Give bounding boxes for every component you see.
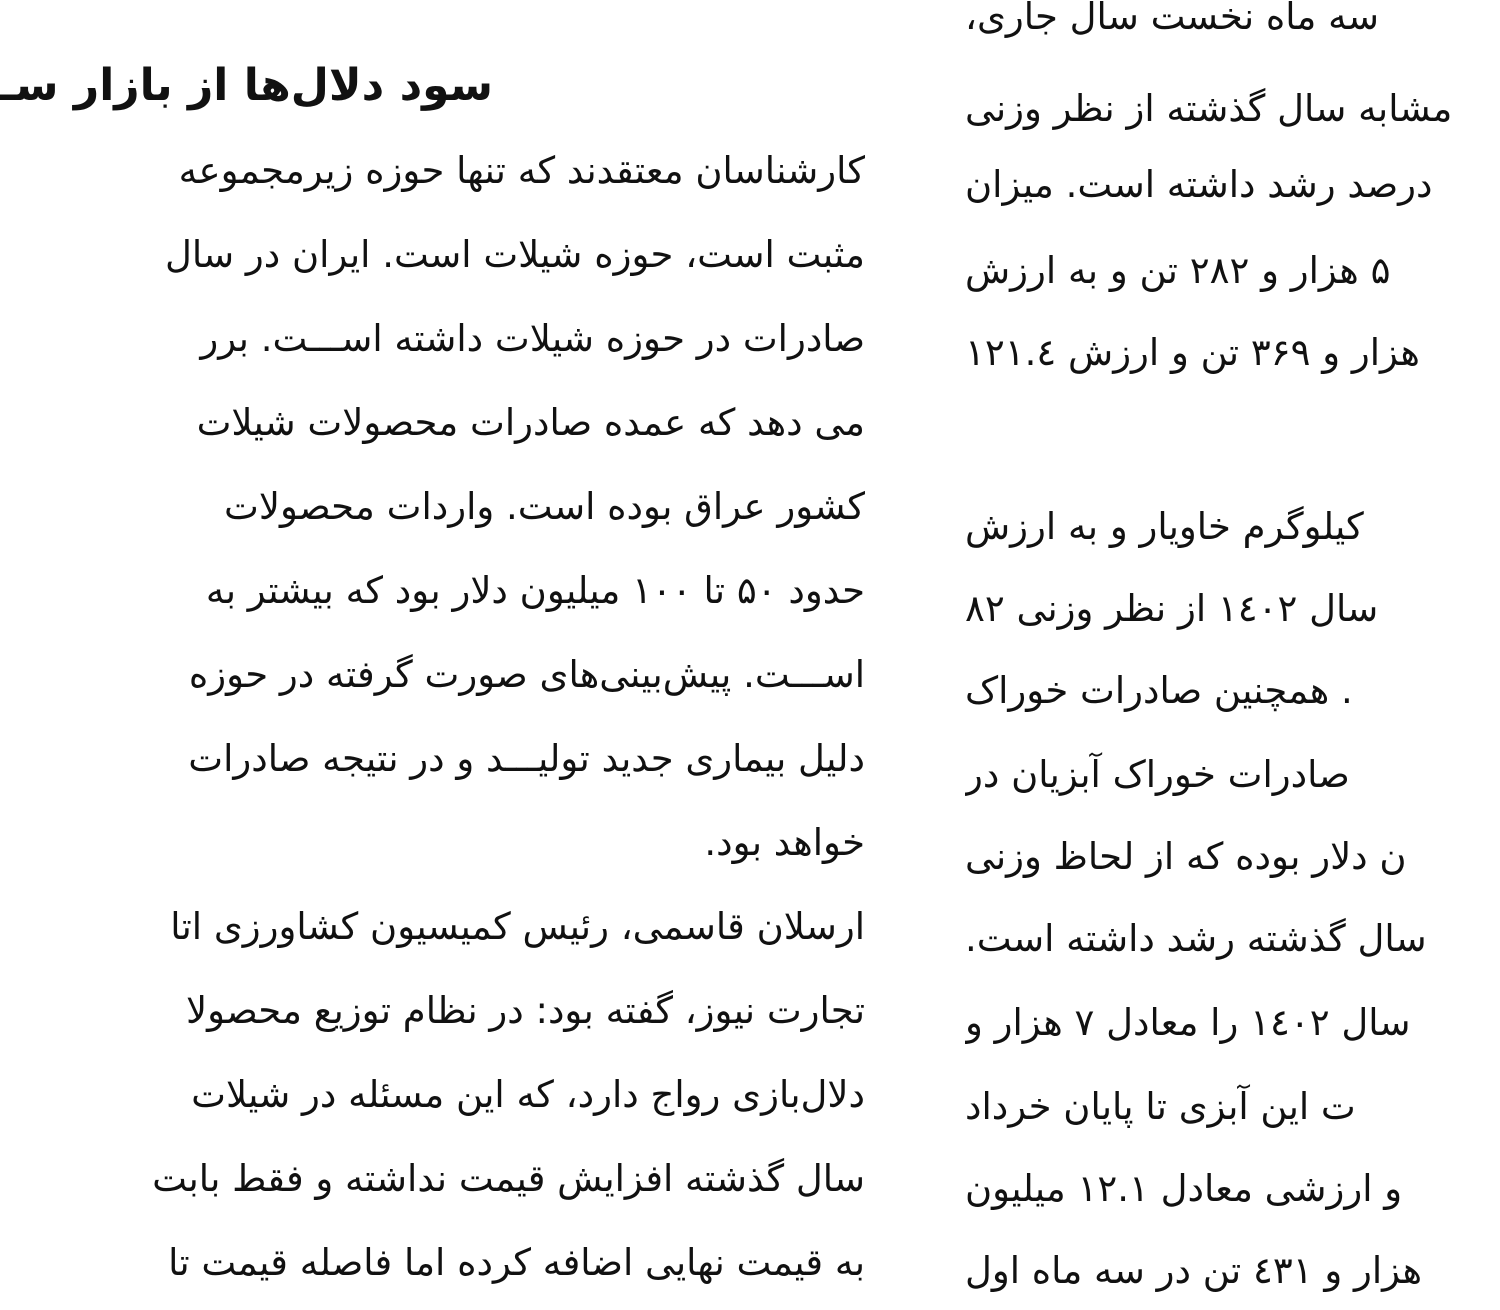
right-line: کیلوگرم خاویار و به ارزش	[965, 505, 1364, 548]
right-line: . همچنین صادرات خوراک	[965, 669, 1353, 712]
right-line: ن دلار بوده که از لحاظ وزنی	[965, 835, 1407, 878]
right-line: سه ماه نخست سال جاری،	[965, 0, 1379, 38]
right-line: مشابه سال گذشته از نظر وزنی	[965, 87, 1453, 130]
left-line: سال گذشته افزایش قیمت نداشته و فقط بابت	[152, 1157, 865, 1200]
right-line	[965, 412, 1500, 458]
left-line: دلال‌بازی رواج دارد، که این مسئله در شیلات	[191, 1073, 865, 1116]
left-line: اســـت. پیش‌بینی‌های صورت گرفته در حوزه	[188, 653, 865, 696]
right-line: صادرات خوراک آبزیان در	[965, 753, 1350, 796]
right-line: ۵ هزار و ۲۸۲ تن و به ارزش	[965, 249, 1391, 292]
right-line: سال ۱٤۰۲ از نظر وزنی ۸۲	[965, 587, 1379, 630]
right-line: سال ۱٤۰۲ را معادل ۷ هزار و	[965, 1001, 1411, 1044]
left-line: مثبت است، حوزه شیلات است. ایران در سال	[164, 233, 865, 276]
left-line: ارسلان قاسمی، رئیس کمیسیون کشاورزی اتا	[170, 905, 865, 948]
article-headline: سود دلال‌ها از بازار سـ	[0, 60, 493, 111]
right-line: هزار و ٤۳۱ تن در سه ماه اول	[965, 1249, 1423, 1292]
left-line: تجارت نیوز، گفته بود: در نظام توزیع محصولا	[185, 989, 865, 1032]
right-line: درصد رشد داشته است. میزان	[965, 163, 1433, 206]
right-line: ت این آبزی تا پایان خرداد	[965, 1085, 1356, 1128]
right-line: سال گذشته رشد داشته است.	[965, 917, 1427, 960]
left-line: خواهد بود.	[704, 821, 865, 864]
right-text-column	[965, 0, 1500, 1310]
left-line: حدود ۵۰ تا ۱۰۰ میلیون دلار بود که بیشتر به	[205, 569, 865, 612]
right-line: هزار و ۳۶۹ تن و ارزش ۱۲۱.٤	[965, 331, 1420, 374]
left-line: به قیمت نهایی اضافه کرده اما فاصله قیمت تا	[168, 1241, 865, 1284]
left-line: کشور عراق بوده است. واردات محصولات	[224, 485, 865, 528]
left-line: صادرات در حوزه شیلات داشته اســـت. برر	[200, 317, 865, 360]
right-line: و ارزشی معادل ۱۲.۱ میلیون	[965, 1167, 1403, 1210]
left-line: می دهد که عمده صادرات محصولات شیلات	[196, 401, 865, 444]
left-line: دلیل بیماری جدید تولیـــد و در نتیجه صادرات	[188, 737, 865, 780]
left-line: کارشناسان معتقدند که تنها حوزه زیرمجموعه	[178, 149, 865, 192]
